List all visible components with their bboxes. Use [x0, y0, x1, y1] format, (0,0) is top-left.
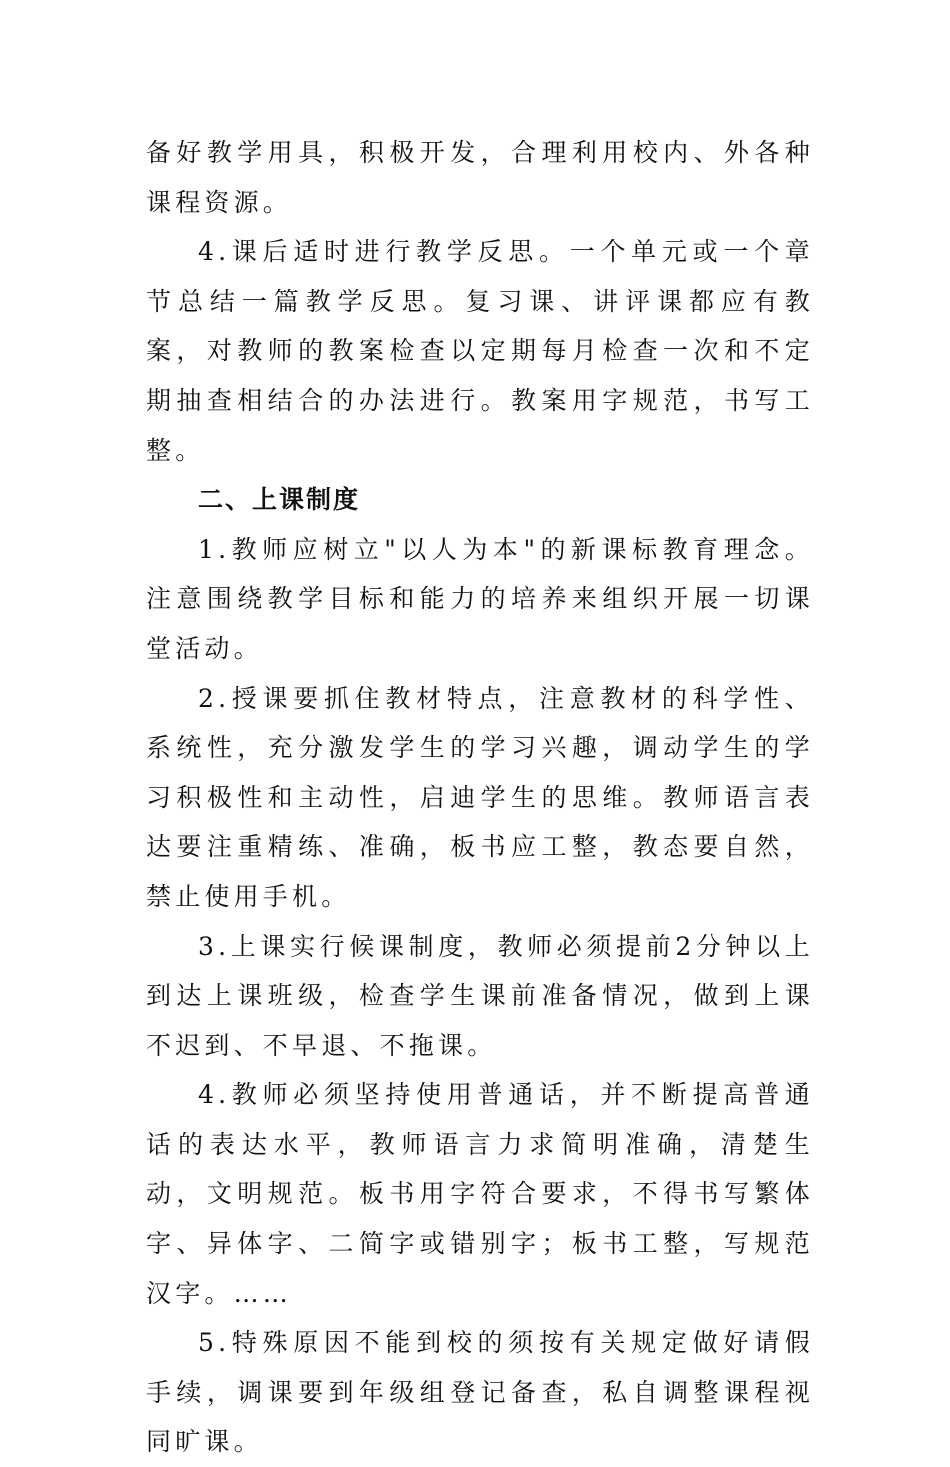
paragraph-item-4-mandarin: 4.教师必须坚持使用普通话，并不断提高普通话的表达水平，教师语言力求简明准确，清楚生动，文明规范。板书用字符合要求，不得书写繁体字、异体字、二简字或错别字；板书工整，写规范汉字。……	[146, 1080, 814, 1308]
paragraph-item-2-teaching-method: 2.授课要抓住教材特点，注意教材的科学性、系统性，充分激发学生的学习兴趣，调动学生的学习积极性和主动性，启迪学生的思维。教师语言表达要注重精练、准确，板书应工整，教态要自然，禁止使用手机。	[146, 683, 814, 911]
paragraph-item-4-lesson-reflection: 4.课后适时进行教学反思。一个单元或一个章节总结一篇教学反思。复习课、讲评课都应有教案，对教师的教案检查以定期每月检查一次和不定期抽查相结合的办法进行。教案用字规范，书写工整。	[146, 237, 814, 465]
paragraph-item-5-leave-procedure: 5.特殊原因不能到校的须按有关规定做好请假手续，调课要到年级组登记备查，私自调整课程视同旷课。	[146, 1328, 814, 1457]
section-heading-class-system: 二、上课制度	[198, 485, 361, 515]
document-body	[146, 128, 814, 1467]
paragraph-item-3-waiting-for-class: 3.上课实行候课制度，教师必须提前2分钟以上到达上课班级，检查学生课前准备情况，做到上课不迟到、不早退、不拖课。	[146, 931, 814, 1060]
paragraph-continuation: 备好教学用具，积极开发，合理利用校内、外各种课程资源。	[146, 138, 814, 217]
paragraph-item-1-teaching-philosophy: 1.教师应树立"以人为本"的新课标教育理念。注意围绕教学目标和能力的培养来组织开展一切课堂活动。	[146, 534, 814, 663]
